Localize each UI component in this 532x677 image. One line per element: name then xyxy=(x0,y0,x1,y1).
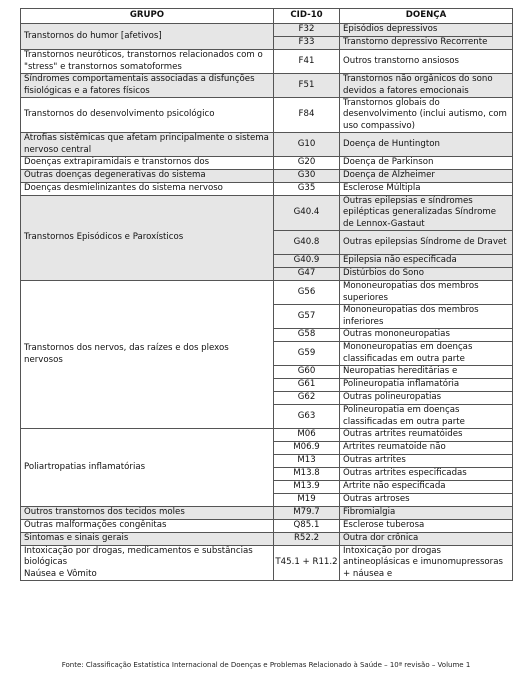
disease-cell: Polineuropatia inflamatória xyxy=(340,379,513,392)
header-doenca: DOENÇA xyxy=(340,9,513,24)
cid-cell: G40.8 xyxy=(274,231,340,255)
disease-cell: Outras mononeuropatias xyxy=(340,329,513,342)
table-row xyxy=(21,520,513,533)
group-cell: Doenças extrapiramidais e transtornos dos xyxy=(21,157,274,170)
disease-cell: Outras epilepsias Síndrome de Dravet xyxy=(340,231,513,255)
table-row xyxy=(21,196,513,231)
disease-cell: Outras artrites xyxy=(340,455,513,468)
disease-cell: Esclerose tuberosa xyxy=(340,520,513,533)
table-row xyxy=(21,157,513,170)
cid-cell: G30 xyxy=(274,170,340,183)
table-row xyxy=(21,533,513,546)
disease-cell: Mononeuropatias em doenças classificadas em outra parte xyxy=(340,342,513,366)
cid-cell: F32 xyxy=(274,24,340,37)
cid-cell: G60 xyxy=(274,366,340,379)
cid-cell: G20 xyxy=(274,157,340,170)
cid-table xyxy=(20,8,513,581)
group-cell: Poliartropatias inflamatórias xyxy=(21,429,274,507)
disease-cell: Outros transtorno ansiosos xyxy=(340,50,513,74)
disease-cell: Outras artrites reumatóides xyxy=(340,429,513,442)
cid-cell: G35 xyxy=(274,183,340,196)
cid-cell: G47 xyxy=(274,268,340,281)
header-grupo: GRUPO xyxy=(21,9,274,24)
cid-cell: G61 xyxy=(274,379,340,392)
cid-cell: M79.7 xyxy=(274,507,340,520)
disease-cell: Mononeuropatias dos membros inferiores xyxy=(340,305,513,329)
page xyxy=(20,8,512,581)
group-cell: Doenças desmielinizantes do sistema nervoso xyxy=(21,183,274,196)
cid-cell: M06 xyxy=(274,429,340,442)
cid-cell: G10 xyxy=(274,133,340,157)
disease-cell: Doença de Huntington xyxy=(340,133,513,157)
cid-cell: F41 xyxy=(274,50,340,74)
disease-cell: Outras polineuropatias xyxy=(340,392,513,405)
disease-cell: Artrite não especificada xyxy=(340,481,513,494)
disease-cell: Artrites reumatoide não xyxy=(340,442,513,455)
group-cell: Outras malformações congênitas xyxy=(21,520,274,533)
group-cell: Intoxicação por drogas, medicamentos e substâncias biológicas Naúsea e Vômito xyxy=(21,546,274,581)
table-row xyxy=(21,74,513,98)
disease-cell: Outras artroses xyxy=(340,494,513,507)
table-row xyxy=(21,24,513,37)
table-row xyxy=(21,429,513,442)
cid-cell: G63 xyxy=(274,405,340,429)
table-row xyxy=(21,507,513,520)
disease-cell: Outra dor crônica xyxy=(340,533,513,546)
cid-cell: M13.9 xyxy=(274,481,340,494)
disease-cell: Epilepsia não especificada xyxy=(340,255,513,268)
cid-cell: M13.8 xyxy=(274,468,340,481)
group-cell: Outras doenças degenerativas do sistema xyxy=(21,170,274,183)
cid-cell: M06.9 xyxy=(274,442,340,455)
source-note: Fonte: Classificação Estatística Internacional de Doenças e Problemas Relacionado à Saúde – 10ª revisão – Volume 1 xyxy=(61,661,471,669)
group-cell: Sintomas e sinais gerais xyxy=(21,533,274,546)
cid-cell: M19 xyxy=(274,494,340,507)
cid-cell: Q85.1 xyxy=(274,520,340,533)
cid-cell: G62 xyxy=(274,392,340,405)
disease-cell: Episódios depressivos xyxy=(340,24,513,37)
cid-cell: G58 xyxy=(274,329,340,342)
disease-cell: Doença de Alzheimer xyxy=(340,170,513,183)
disease-cell: Outras artrites especificadas xyxy=(340,468,513,481)
cid-cell: G59 xyxy=(274,342,340,366)
disease-cell: Neuropatias hereditárias e xyxy=(340,366,513,379)
table-row xyxy=(21,50,513,74)
table-row xyxy=(21,281,513,305)
table-row xyxy=(21,546,513,581)
group-cell: Transtornos neuróticos, transtornos relacionados com o "stress" e transtornos somatoformes xyxy=(21,50,274,74)
disease-cell: Doença de Parkinson xyxy=(340,157,513,170)
cid-cell: M13 xyxy=(274,455,340,468)
cid-cell: G56 xyxy=(274,281,340,305)
group-cell: Síndromes comportamentais associadas a disfunções fisiológicas e a fatores físicos xyxy=(21,74,274,98)
disease-cell: Polineuropatia em doenças classificadas em outra parte xyxy=(340,405,513,429)
table-row xyxy=(21,133,513,157)
disease-cell: Esclerose Múltipla xyxy=(340,183,513,196)
table-row xyxy=(21,170,513,183)
cid-cell: G57 xyxy=(274,305,340,329)
disease-cell: Mononeuropatias dos membros superiores xyxy=(340,281,513,305)
cid-cell: G40.4 xyxy=(274,196,340,231)
disease-cell: Transtorno depressivo Recorrente xyxy=(340,37,513,50)
disease-cell: Intoxicação por drogas antineoplásicas e imunomupressoras + náusea e xyxy=(340,546,513,581)
cid-cell: G40.9 xyxy=(274,255,340,268)
table-row xyxy=(21,183,513,196)
group-cell: Transtornos Episódicos e Paroxísticos xyxy=(21,196,274,281)
group-cell: Transtornos dos nervos, das raízes e dos plexos nervosos xyxy=(21,281,274,429)
disease-cell: Fibromialgia xyxy=(340,507,513,520)
group-cell: Atrofias sistêmicas que afetam principalmente o sistema nervoso central xyxy=(21,133,274,157)
table-row xyxy=(21,98,513,133)
cid-cell: F51 xyxy=(274,74,340,98)
disease-cell: Distúrbios do Sono xyxy=(340,268,513,281)
group-cell: Outros transtornos dos tecidos moles xyxy=(21,507,274,520)
disease-cell: Transtornos não orgânicos do sono devidos a fatores emocionais xyxy=(340,74,513,98)
cid-cell: F33 xyxy=(274,37,340,50)
cid-cell: T45.1 + R11.2 xyxy=(274,546,340,581)
disease-cell: Transtornos globais do desenvolvimento (inclui autismo, com uso compassivo) xyxy=(340,98,513,133)
cid-cell: R52.2 xyxy=(274,533,340,546)
header-cid10: CID-10 xyxy=(274,9,340,24)
group-cell: Transtornos do humor [afetivos] xyxy=(21,24,274,50)
header-row xyxy=(21,9,513,24)
group-cell: Transtornos do desenvolvimento psicológico xyxy=(21,98,274,133)
disease-cell: Outras epilepsias e síndromes epilépticas generalizadas Síndrome de Lennox-Gastaut xyxy=(340,196,513,231)
cid-cell: F84 xyxy=(274,98,340,133)
